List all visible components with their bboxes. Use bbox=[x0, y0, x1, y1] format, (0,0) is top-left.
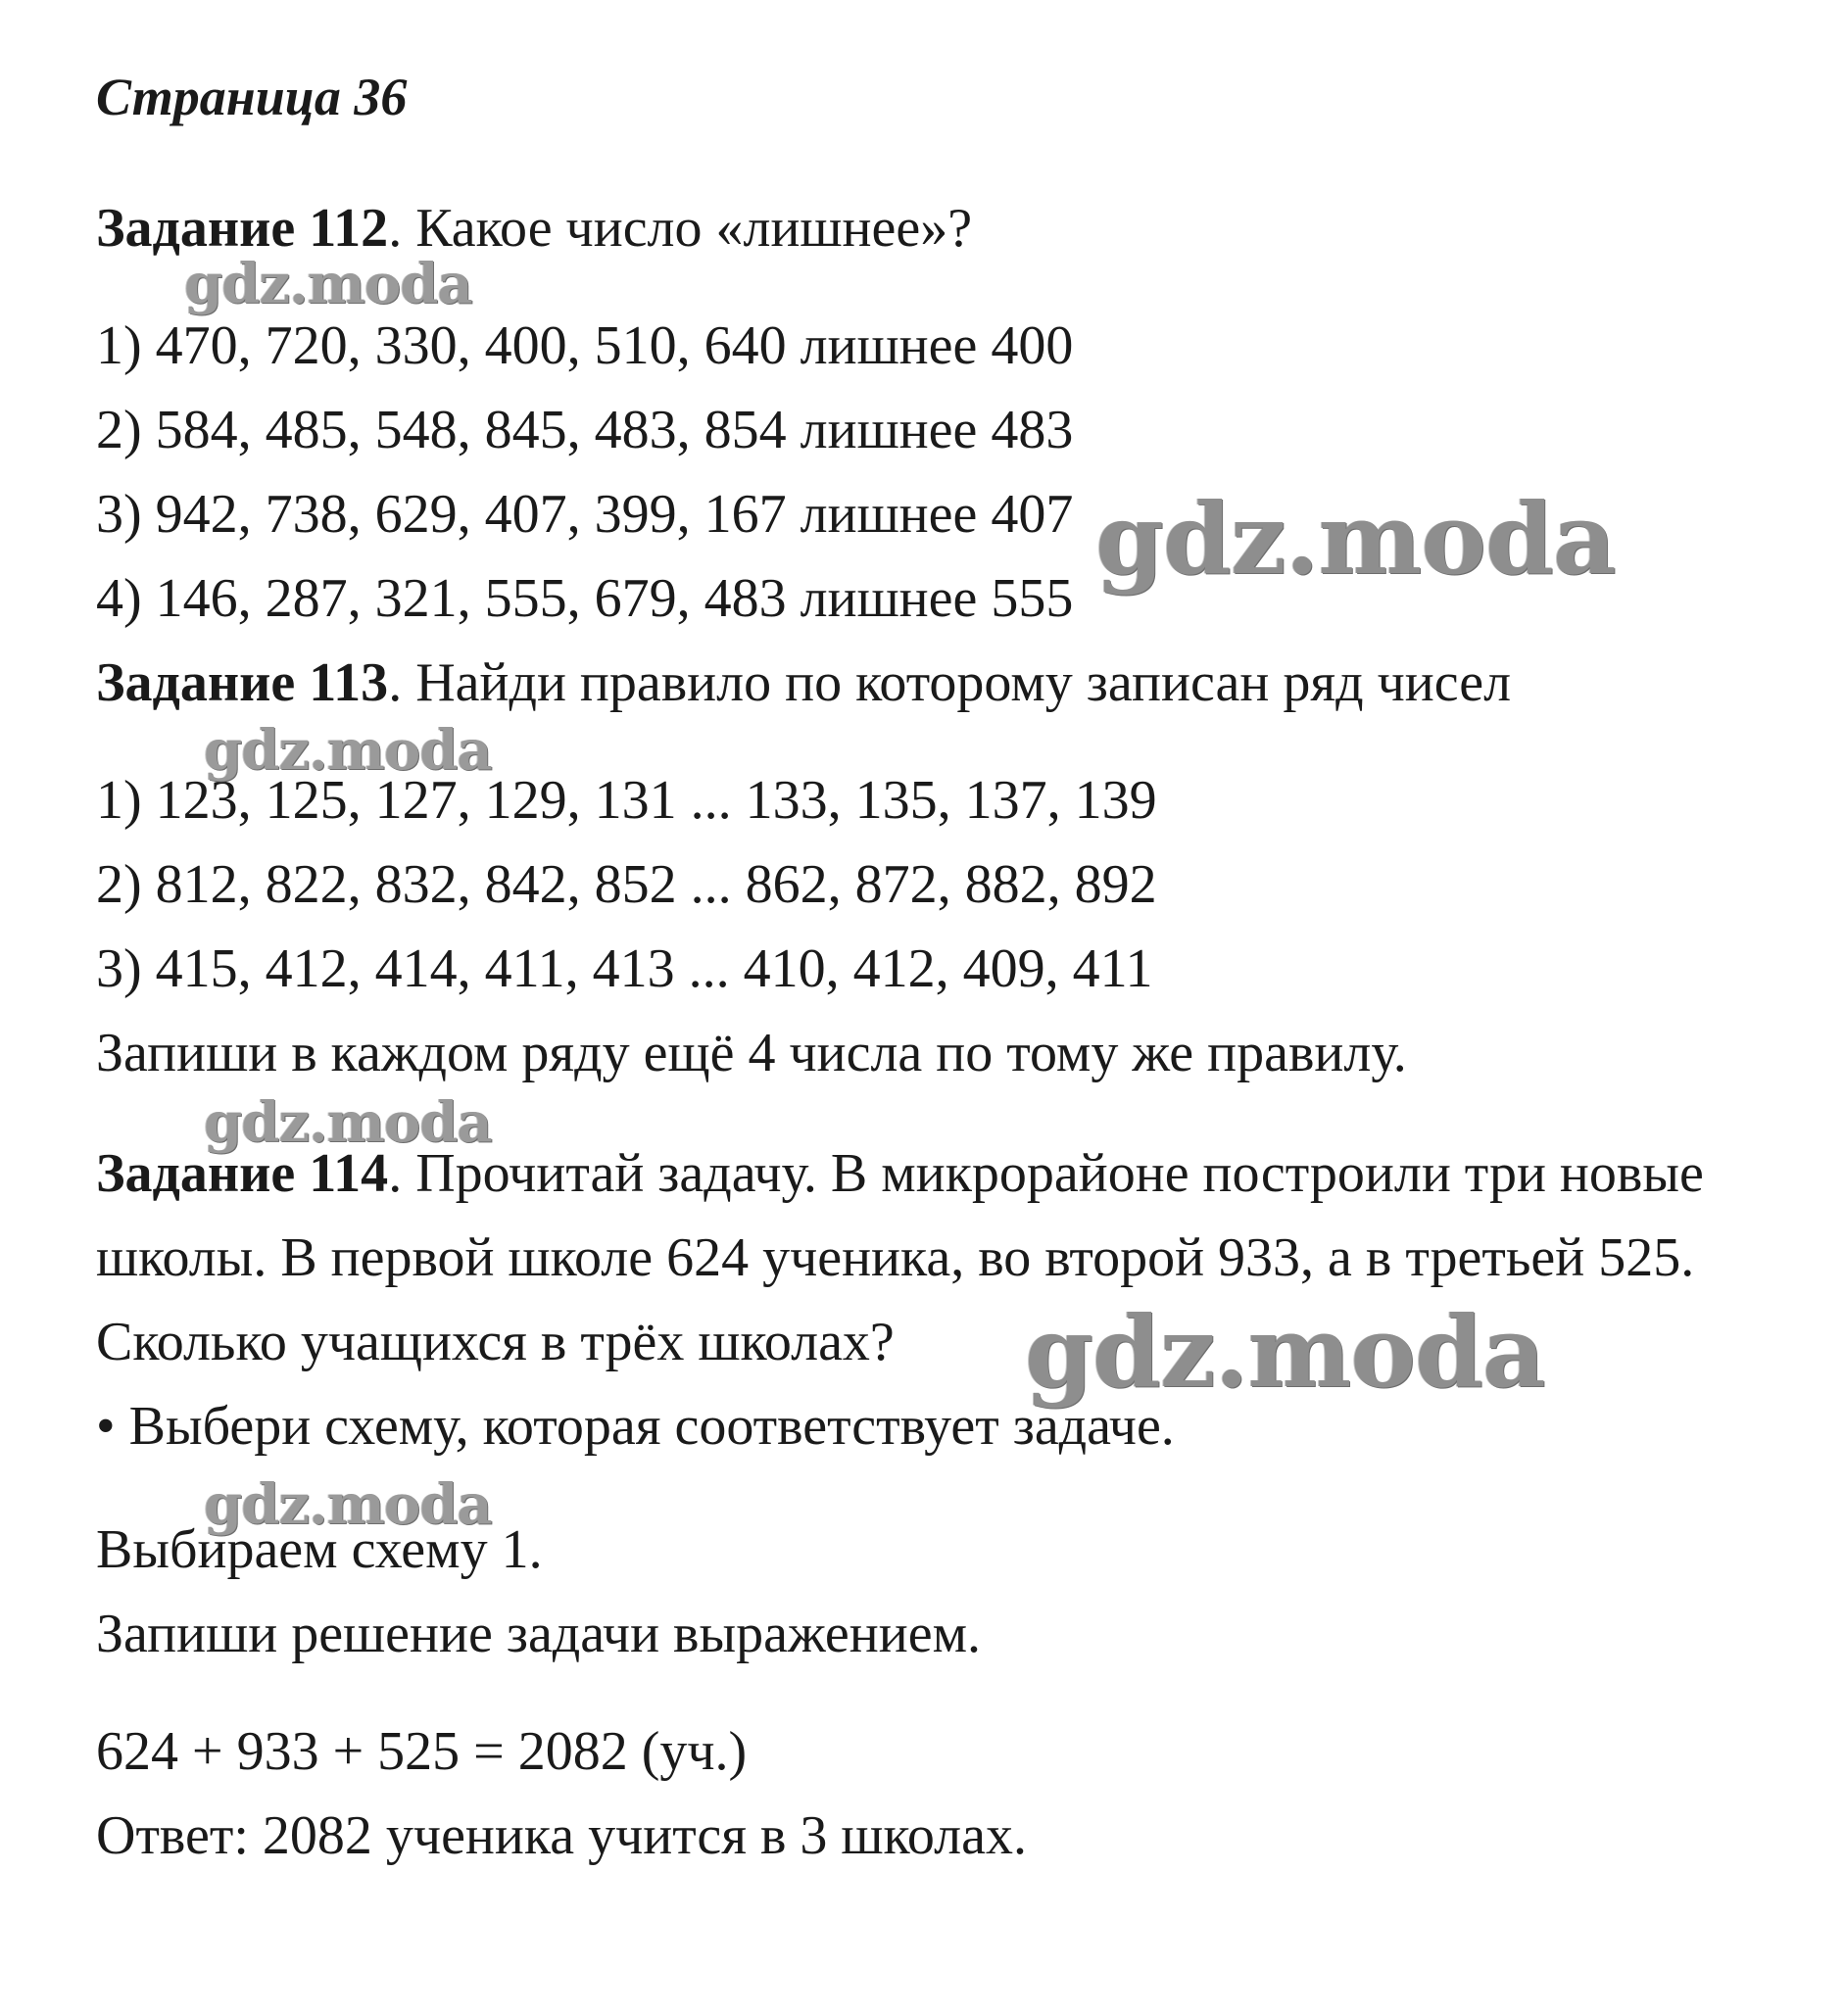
task-112-text: . Какое число «лишнее»? bbox=[388, 198, 973, 259]
task-112-heading bbox=[96, 198, 973, 259]
task-114-label: Задание 114 bbox=[96, 1143, 389, 1204]
page-title: Страница 36 bbox=[96, 68, 408, 126]
task-112-row-3: 3) 942, 738, 629, 407, 399, 167 лишнее 407 bbox=[96, 484, 1074, 545]
document-page bbox=[96, 0, 1801, 2016]
task-114-heading bbox=[96, 1143, 1704, 1204]
task-112-row-2: 2) 584, 485, 548, 845, 483, 854 лишнее 483 bbox=[96, 400, 1074, 460]
task-113-row-3: 3) 415, 412, 414, 411, 413 ... 410, 412, 409, 411 bbox=[96, 938, 1153, 999]
task-113-label: Задание 113 bbox=[96, 652, 389, 713]
task-114-choice: Выбираем схему 1. bbox=[96, 1519, 543, 1580]
task-114-expression: 624 + 933 + 525 = 2082 (уч.) bbox=[96, 1721, 748, 1782]
task-113-row-1: 1) 123, 125, 127, 129, 131 ... 133, 135, 137, 139 bbox=[96, 770, 1157, 831]
task-114-answer: Ответ: 2082 ученика учится в 3 школах. bbox=[96, 1805, 1027, 1866]
task-113-row-2: 2) 812, 822, 832, 842, 852 ... 862, 872, 882, 892 bbox=[96, 854, 1157, 915]
task-112-row-1: 1) 470, 720, 330, 400, 510, 640 лишнее 400 bbox=[96, 315, 1074, 376]
task-114-text: . Прочитай задачу. В микрорайоне построили три новые bbox=[388, 1143, 1704, 1204]
task-114-instruction: Запиши решение задачи выражением. bbox=[96, 1604, 981, 1664]
task-114-bullet: • Выбери схему, которая соответствует задаче. bbox=[96, 1396, 1175, 1457]
watermark-logo: gdz.moda bbox=[204, 718, 492, 783]
task-112-label: Задание 112 bbox=[96, 198, 389, 259]
task-113-text: . Найди правило по которому записан ряд чисел bbox=[388, 652, 1512, 713]
watermark-logo: gdz.moda bbox=[1025, 1294, 1545, 1410]
task-113-instruction: Запиши в каждом ряду ещё 4 числа по тому же правилу. bbox=[96, 1023, 1407, 1083]
task-114-line-3: Сколько учащихся в трёх школах? bbox=[96, 1312, 895, 1372]
watermark-logo: gdz.moda bbox=[1095, 481, 1616, 597]
task-112-row-4: 4) 146, 287, 321, 555, 679, 483 лишнее 555 bbox=[96, 568, 1074, 629]
watermark-logo: gdz.moda bbox=[184, 252, 472, 316]
task-113-heading bbox=[96, 652, 1512, 713]
watermark-logo: gdz.moda bbox=[204, 1472, 492, 1537]
task-114-line-2: школы. В первой школе 624 ученика, во второй 933, а в третьей 525. bbox=[96, 1227, 1695, 1288]
watermark-logo: gdz.moda bbox=[204, 1090, 492, 1155]
